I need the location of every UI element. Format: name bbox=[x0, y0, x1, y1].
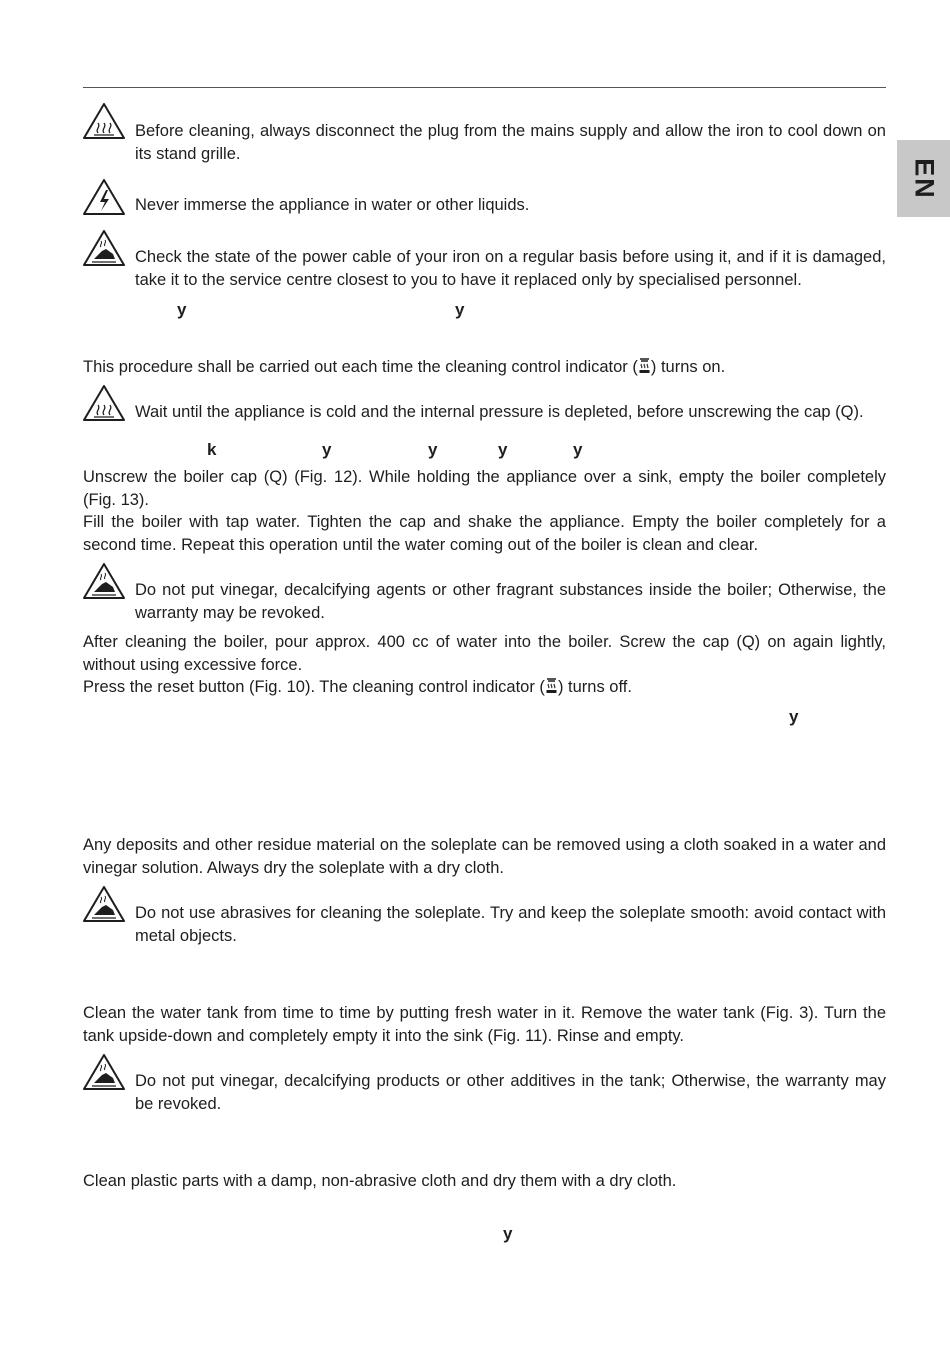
paragraph-text: This procedure shall be carried out each time the cleaning control indicator ( bbox=[83, 358, 638, 376]
hot-surface-icon bbox=[82, 102, 126, 140]
hand-hazard-icon bbox=[82, 562, 126, 600]
electric-shock-icon bbox=[82, 178, 126, 216]
heading-fragment: y bbox=[322, 440, 332, 459]
hand-hazard-icon bbox=[82, 229, 126, 267]
heading-fragment: y bbox=[498, 440, 508, 459]
plastic-parts-paragraph: Clean plastic parts with a damp, non-abrasive cloth and dry them with a dry cloth. bbox=[83, 1172, 677, 1190]
heading-fragment: y bbox=[789, 707, 799, 726]
paragraph-text: Press the reset button (Fig. 10). The cleaning control indicator ( bbox=[83, 678, 545, 696]
water-tank-paragraph: Clean the water tank from time to time by putting fresh water in it. Remove the water tank (Fig. 3). Turn the tank upside-down and completely empty it into the sink (Fig. 11). Rinse and empty. bbox=[83, 1004, 886, 1045]
hot-surface-icon bbox=[82, 384, 126, 422]
warning-power-cable-text: Check the state of the power cable of your iron on a regular basis before using it, and if it is damaged, take it to the service centre closest to you to have it replaced only by specialised personnel. bbox=[135, 248, 886, 289]
paragraph-text: ) turns off. bbox=[557, 678, 632, 696]
hand-hazard-icon bbox=[82, 885, 126, 923]
reset-button-paragraph bbox=[83, 676, 886, 699]
heading-fragment: y bbox=[428, 440, 438, 459]
cleaning-procedure-paragraph bbox=[83, 356, 886, 379]
heading-fragment: k bbox=[207, 440, 217, 459]
heading-fragment: y bbox=[503, 1224, 513, 1243]
warning-vinegar-tank-text: Do not put vinegar, decalcifying products or other additives in the tank; Otherwise, the warranty may be revoked. bbox=[135, 1072, 886, 1113]
heading-fragment: y bbox=[177, 300, 187, 319]
warning-unplug-text: Before cleaning, always disconnect the plug from the mains supply and allow the iron to cool down on its stand grille. bbox=[135, 122, 886, 163]
cleaning-indicator-icon bbox=[545, 678, 558, 694]
soleplate-cleaning-paragraph: Any deposits and other residue material on the soleplate can be removed using a cloth soaked in a water and vinegar solution. Always dry the soleplate with a dry cloth. bbox=[83, 836, 886, 877]
after-cleaning-paragraph: After cleaning the boiler, pour approx. 400 cc of water into the boiler. Screw the cap (Q) on again lightly, without using excessive force. bbox=[83, 633, 886, 674]
language-tab-label: EN bbox=[909, 157, 939, 200]
warning-cold-text: Wait until the appliance is cold and the internal pressure is depleted, before unscrewing the cap (Q). bbox=[135, 403, 864, 421]
warning-vinegar-boiler-text: Do not put vinegar, decalcifying agents or other fragrant substances inside the boiler; Otherwise, the warranty may be revoked. bbox=[135, 581, 886, 622]
warning-immerse-text: Never immerse the appliance in water or other liquids. bbox=[135, 196, 530, 214]
heading-fragment: y bbox=[573, 440, 583, 459]
paragraph-text: ) turns on. bbox=[650, 358, 726, 376]
warning-abrasives-text: Do not use abrasives for cleaning the soleplate. Try and keep the soleplate smooth: avoid contact with metal objects. bbox=[135, 904, 886, 945]
header-rule bbox=[83, 87, 886, 88]
heading-fragment: y bbox=[455, 300, 465, 319]
cleaning-indicator-icon bbox=[638, 358, 651, 374]
hand-hazard-icon bbox=[82, 1053, 126, 1091]
fill-boiler-paragraph: Fill the boiler with tap water. Tighten the cap and shake the appliance. Empty the boiler completely for a second time. Repeat this operation until the water coming out of the boiler is clean and clear. bbox=[83, 513, 886, 554]
language-tab bbox=[897, 140, 950, 217]
unscrew-boiler-paragraph: Unscrew the boiler cap (Q) (Fig. 12). While holding the appliance over a sink, empty the boiler completely (Fig. 13). bbox=[83, 468, 886, 509]
